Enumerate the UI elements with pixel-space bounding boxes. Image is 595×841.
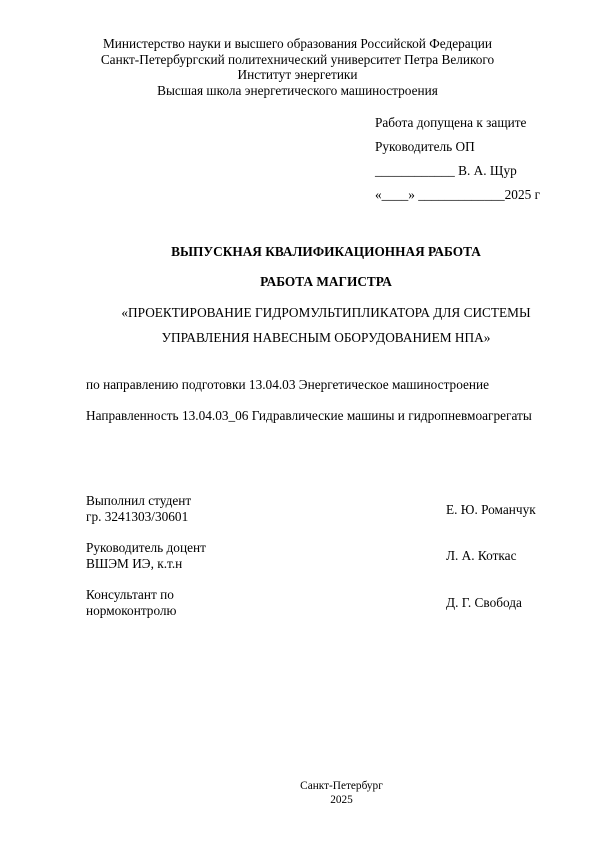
study-direction: по направлению подготовки 13.04.03 Энергетическое машиностроение [86,377,490,392]
supervisor-role-line2: ВШЭМ ИЭ, к.т.н [86,556,183,571]
approval-signature: ____________ В. А. Щур [375,163,517,178]
footer [0,780,595,807]
consultant-role-line1: Консультант по [86,587,174,602]
student-role [86,493,191,525]
approval-date: «____» _____________2025 г [375,187,541,202]
approval-admitted: Работа допущена к защите [375,115,527,130]
topic-line-2: УПРАВЛЕНИЯ НАВЕСНЫМ ОБОРУДОВАНИЕМ НПА» [161,330,491,345]
specialization: Направленность 13.04.03_06 Гидравлические машины и гидропневмоагрегаты [86,408,532,423]
student-group: гр. 3241303/30601 [86,509,189,524]
student-role-line1: Выполнил студент [86,493,192,508]
footer-year: 2025 [330,793,353,806]
university-line: Санкт-Петербургский политехнический университет Петра Великого [100,51,495,67]
consultant-role [86,587,177,619]
supervisor-role [86,540,206,572]
student-name: Е. Ю. Романчук [446,502,536,517]
institution-header [0,36,595,98]
footer-city: Санкт-Петербург [300,780,383,792]
supervisor-name: Л. А. Коткас [446,548,517,563]
approval-head: Руководитель ОП [375,139,475,154]
topic-line-1: «ПРОЕКТИРОВАНИЕ ГИДРОМУЛЬТИПЛИКАТОРА ДЛЯ СИСТЕМЫ [121,305,531,320]
thesis-type-title: ВЫПУСКНАЯ КВАЛИФИКАЦИОННАЯ РАБОТА [171,244,481,259]
school-line: Высшая школа энергетического машиностроения [157,82,438,98]
consultant-name: Д. Г. Свобода [446,595,522,610]
ministry-line: Министерство науки и высшего образования Российской Федерации [102,36,493,51]
supervisor-role-line1: Руководитель доцент [86,540,206,555]
consultant-role-line2: нормоконтролю [86,603,177,618]
institute-line: Институт энергетики [237,67,358,82]
degree-title: РАБОТА МАГИСТРА [260,274,392,289]
